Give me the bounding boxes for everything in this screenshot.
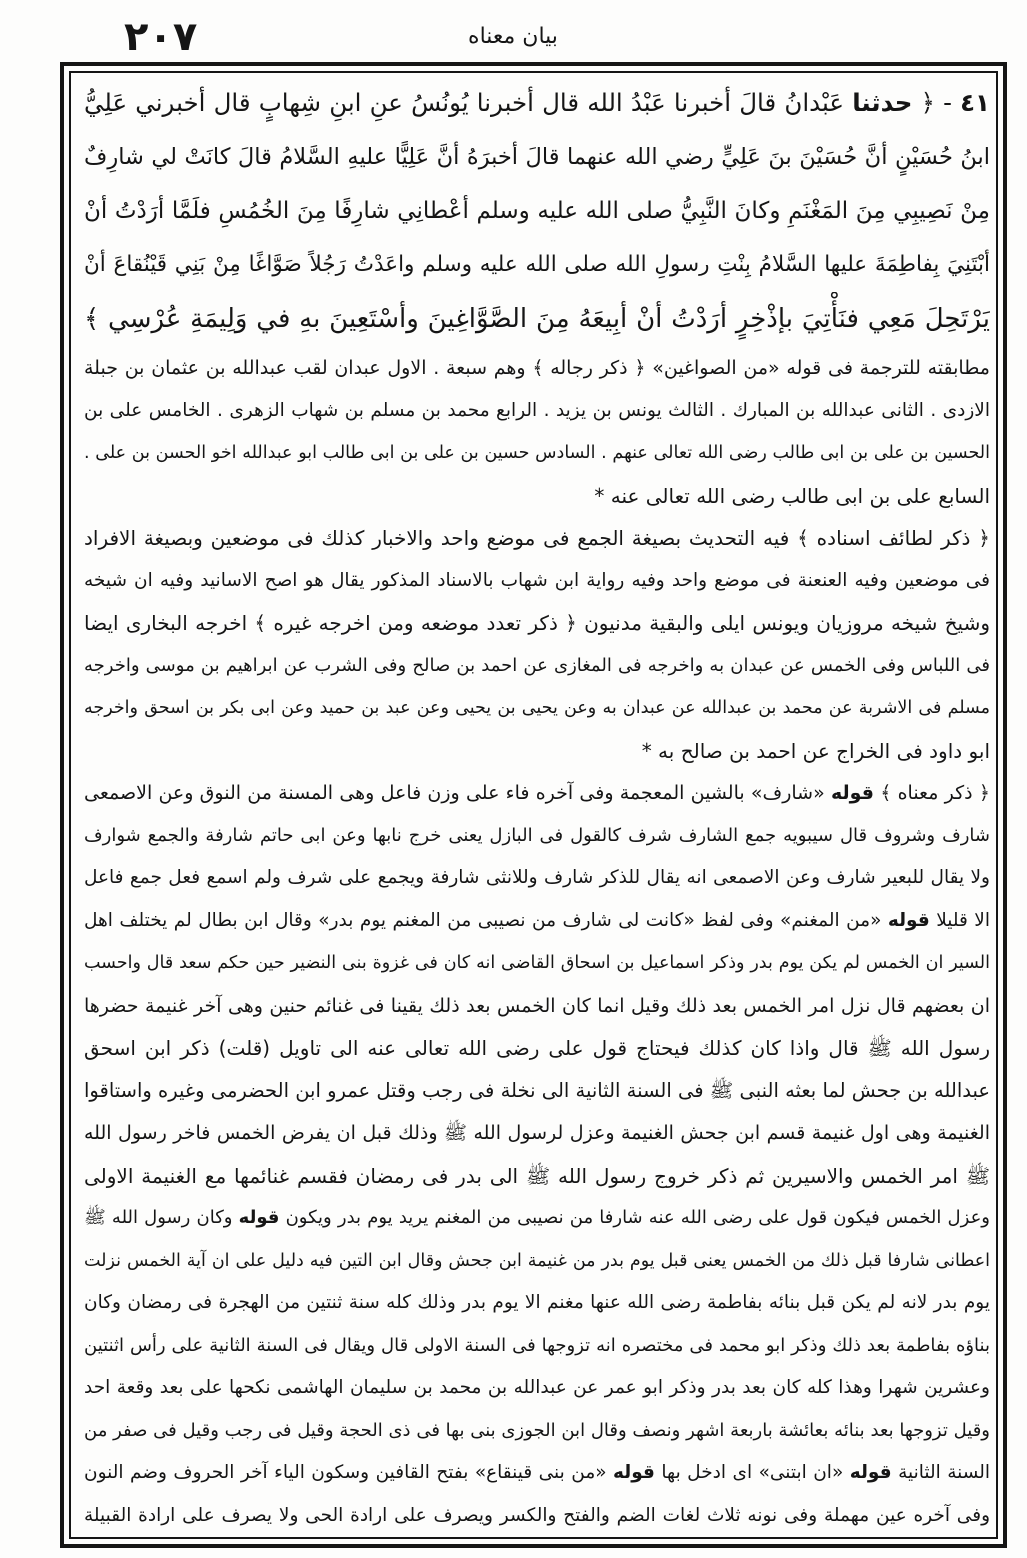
commentary-line [84, 1367, 990, 1410]
hadith-line [84, 76, 990, 130]
commentary-line [84, 1070, 990, 1113]
commentary-line [84, 942, 990, 985]
text-run: الا قليلا [929, 909, 990, 931]
bold-term: قوله [887, 909, 930, 931]
text-run: مسلم فى الاشربة عن محمد بن عبدالله عن عبدان به وعن يحيى بن يحيى وعن عبد بن حميد وعن ابى بكر بن اسحق واخرجه [84, 698, 990, 718]
commentary-line [84, 815, 990, 858]
commentary-line [84, 475, 990, 518]
commentary-line [84, 560, 990, 603]
text-run: مِنْ نَصِيبِي مِنَ المَغْنَمِ وكانَ النَّبِيُّ صلى الله عليه وسلم أعْطانِي شارِفًا مِنَ الخُمُسِ فلَمَّا أرَدْتُ أنْ [84, 198, 990, 224]
running-title: بيان معناه [468, 24, 558, 49]
bold-term: قوله [849, 1462, 892, 1483]
text-run: وقيل تزوجها بعد بنائه بعائشة باربعة اشهر ونصف وقال ابن الجوزى بنى بها فى ذى الحجة وقيل فى رجب وقيل فى صفر من [84, 1419, 990, 1441]
text-run: ولا يقال للبعير شارف وعن الاصمعى انه يقال للذكر شارف وللانثى شارفة ويجمع على شرف ولم اسمع فعل جمع فاعل [84, 867, 990, 888]
commentary-line [84, 602, 990, 645]
text-run: فى اللباس وفى الخمس عن عبدان به واخرجه فى المغازى عن احمد بن صالح وفى الشرب عن ابراهيم بن موسى واخرجه [84, 654, 990, 676]
commentary-line [84, 1112, 990, 1155]
text-run: ﷺ امر الخمس والاسيرين ثم ذكر خروج رسول الله ﷺ الى بدر فى رمضان فقسم غنائمها مع الغنيمة الاولى [84, 1163, 990, 1188]
text-run: - ﴿ [912, 88, 961, 117]
commentary-line [84, 390, 990, 433]
text-run: اعطانى شارفا قبل ذلك من الخمس يعنى قبل يوم بدر من غنيمة ابن جحش وقال ابن التين فيه دليل على ان آية الخمس نزلت [84, 1250, 990, 1271]
bold-term: ٤١ [960, 88, 990, 117]
text-run: وعشرين شهرا وهذا كله كان بعد بدر وذكر ابو عمر عن عبدالله بن محمد بن سليمان الهاشمى نكحها على بعد وقعة احد [84, 1377, 990, 1398]
commentary-line [84, 900, 990, 943]
commentary-line [84, 1197, 990, 1240]
text-run: الازدى . الثانى عبدالله بن المبارك . الثالث يونس بن يزيد . الرابع محمد بن مسلم بن شهاب الزهرى . الخامس على بن [84, 399, 990, 421]
bold-term: قوله [613, 1462, 655, 1483]
commentary-line [84, 1410, 990, 1453]
text-run: بناؤه بفاطمة بعد ذلك وذكر ابو محمد فى مختصره انه تزوجها فى السنة الاولى قال ويقال فى السنة الثانية على رأس اثنتين [84, 1334, 990, 1356]
text-run: السنة الثانية [891, 1462, 990, 1483]
commentary-text [84, 347, 990, 1537]
commentary-line [84, 772, 990, 815]
commentary-line [84, 432, 990, 475]
text-run: مطابقته للترجمة فى قوله «من الصواغين» ﴿ ذكر رجاله ﴾ وهم سبعة . الاول عبدان لقب عبدالله بن عثمان بن جبلة [84, 357, 990, 379]
text-run: ان بعضهم قال نزل امر الخمس بعد ذلك وقيل انما كان الخمس بعد ذلك يقينا فى غنائم حنين وهى آخر غنيمة حضرها [84, 994, 990, 1017]
commentary-line [84, 1495, 990, 1538]
text-run: فى موضعين وفيه العنعنة فى موضع واحد وفيه رواية ابن شهاب بالاسناد المذكور يقال هو اصح الاسانيد وفيه ان شيخه [84, 569, 990, 591]
page-number: ٢٠٧ [124, 14, 198, 60]
text-run: يَرْتَحِلَ مَعِي فنَأْتِيَ بإذْخِرٍ أرَدْتُ أنْ أبِيعَهُ مِنَ الصَّوَّاغِينَ وأسْتَعِينَ بهِ في وَلِيمَةِ عُرْسِي ﴾ [84, 304, 990, 334]
hadith-text [84, 76, 990, 346]
commentary-line [84, 517, 990, 560]
commentary-line [84, 1282, 990, 1325]
hadith-line [84, 130, 990, 184]
commentary-line [84, 347, 990, 390]
text-run: يوم بدر لانه لم يكن قبل بنائه بفاطمة رضى الله عنها مغنم الا يوم بدر وذلك كله سنة ثنتين من الهجرة فى رمضان وكان [84, 1292, 990, 1313]
text-run: «شارف» بالشين المعجمة وفى آخره فاء على وزن فاعل وهى المسنة من النوق وعن الاصمعى [84, 782, 831, 804]
commentary-line [84, 857, 990, 900]
hadith-line [84, 184, 990, 238]
text-run: عبدالله بن جحش لما بعثه النبى ﷺ فى السنة الثانية الى نخلة فى رجب وقتل عمرو ابن الحضرمى وغيره واستاقوا [84, 1078, 990, 1102]
text-run: شارف وشروف قال سيبويه جمع الشارف شرف كالقول فى البازل يعنى خرج نابها وعن ابى حاتم شارفة والجمع شوارف [84, 824, 990, 846]
bold-term: قوله [238, 1207, 280, 1228]
text-run: عَبْدانُ قالَ أخبرنا عَبْدُ الله قال أخبرنا يُونُسُ عنِ ابنِ شِهابٍ قال أخبرني عَلِيُّ [84, 88, 853, 117]
commentary-line [84, 985, 990, 1028]
commentary-line [84, 1155, 990, 1198]
text-run: «ان ابتنى» اى ادخل بها [654, 1462, 850, 1483]
hadith-line [84, 292, 990, 346]
text-run: وشيخ شيخه مروزيان ويونس ايلى والبقية مدنيون ﴿ ذكر تعدد موضعه ومن اخرجه غيره ﴾ اخرجه البخارى ايضا [84, 611, 990, 635]
commentary-line [84, 1325, 990, 1368]
commentary-line [84, 1452, 990, 1495]
text-run: الحسين بن على بن ابى طالب رضى الله تعالى عنهم . السادس حسين بن على بن ابى طالب ابو عبدالله اخو الحسن بن على . [84, 443, 990, 463]
text-run: ﴿ ذكر لطائف اسناده ﴾ فيه التحديث بصيغة الجمع فى موضع واحد والاخبار كذلك فى موضعين وبصيغة الافراد [84, 526, 990, 550]
commentary-line [84, 1240, 990, 1283]
text-run: «من المغنم» وفى لفظ «كانت لى شارف من نصيبى من المغنم يوم بدر» وقال ابن بطال لم يختلف اهل [84, 909, 888, 931]
commentary-line [84, 645, 990, 688]
text-run: ابو داود فى الخراج عن احمد بن صالح به * [641, 738, 990, 763]
text-run: أبْتَنِيَ بِفاطِمَةَ عليها السَّلامُ بِنْتِ رسولِ الله صلى الله عليه وسلم واعَدْتُ رَجُلاً صَوَّاغًا مِنْ بَنِي قَيْنُقاعَ أنْ [84, 252, 990, 277]
text-run: وعزل الخمس فيكون قول على رضى الله عنه شارفا من نصيبى من المغنم يريد يوم بدر ويكون [279, 1207, 990, 1228]
commentary-line [84, 1027, 990, 1070]
text-run: «من بنى قينقاع» بفتح القافين وسكون الياء آخر الحروف وضم النون [84, 1462, 614, 1483]
commentary-line [84, 730, 990, 773]
text-run: السير ان الخمس لم يكن يوم بدر وذكر اسماعيل بن اسحاق القاضى انه كان فى غزوة بنى النضير حين حكم سعد قال واحسب [84, 953, 990, 973]
bold-term: حدثنا [852, 88, 913, 117]
hadith-line [84, 238, 990, 292]
commentary-line [84, 687, 990, 730]
text-run: رسول الله ﷺ قال واذا كان كذلك فيحتاج قول على رضى الله تعالى عنه الى تاويل (قلت) ذكر ابن اسحق [84, 1036, 990, 1060]
text-run: وفى آخره عين مهملة وفى نونه ثلاث لغات الضم والفتح والكسر ويصرف على ارادة الحى ولا يصرف على ارادة القبيلة [84, 1504, 990, 1526]
text-run: وكان رسول الله ﷺ [84, 1207, 239, 1228]
text-run: الغنيمة وهى اول غنيمة قسم ابن جحش الغنيمة وعزل لرسول الله ﷺ وذلك قبل ان يفرض الخمس فاخر رسول الله [84, 1122, 990, 1144]
text-run: السابع على بن ابى طالب رضى الله تعالى عنه * [594, 483, 990, 508]
text-run: ابنُ حُسَيْنٍ أنَّ حُسَيْنَ بنَ عَلِيٍّ رضي الله عنهما قالَ أخبرَهُ أنَّ عَلِيًّا عليهِ السَّلامُ قالَ كانَتْ لي شارِفٌ [84, 144, 990, 170]
text-run: ﴿ ذكر معناه ﴾ [873, 782, 990, 804]
bold-term: قوله [830, 782, 874, 804]
